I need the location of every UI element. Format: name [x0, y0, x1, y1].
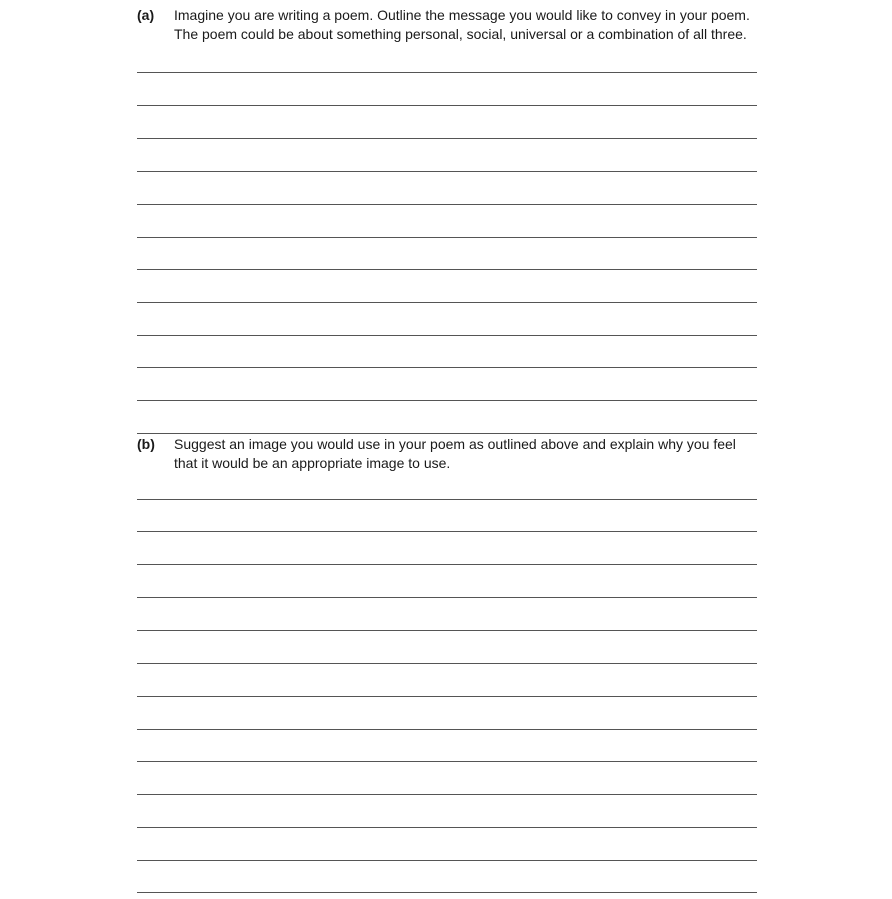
answer-line: [137, 138, 757, 139]
answer-line: [137, 171, 757, 172]
answer-line: [137, 597, 757, 598]
question-b-text-line-2: that it would be an appropriate image to use.: [174, 455, 451, 471]
answer-line: [137, 892, 757, 893]
question-a-label: (a): [137, 7, 155, 23]
answer-line: [137, 663, 757, 664]
answer-line: [137, 860, 757, 861]
question-b: [137, 435, 757, 473]
answer-line: [137, 335, 757, 336]
answer-line: [137, 564, 757, 565]
answer-line: [137, 794, 757, 795]
question-b-text-line-1: Suggest an image you would use in your poem as outlined above and explain why you feel: [174, 436, 736, 452]
answer-line: [137, 269, 757, 270]
answer-line: [137, 105, 757, 106]
answer-line: [137, 367, 757, 368]
answer-line: [137, 630, 757, 631]
answer-line: [137, 237, 757, 238]
question-b-text: [174, 435, 757, 473]
answer-line: [137, 531, 757, 532]
answer-line: [137, 696, 757, 697]
answer-line: [137, 400, 757, 401]
question-b-label: (b): [137, 436, 155, 452]
answer-line: [137, 761, 757, 762]
answer-line: [137, 72, 757, 73]
answer-line: [137, 729, 757, 730]
question-a-text-line-1: Imagine you are writing a poem. Outline the message you would like to convey in your poem.: [174, 7, 750, 23]
answer-line: [137, 827, 757, 828]
answer-line: [137, 302, 757, 303]
question-a-text-line-2: The poem could be about something personal, social, universal or a combination of all three.: [174, 26, 747, 42]
question-a-text: [174, 6, 757, 44]
question-a: [137, 6, 757, 44]
answer-line: [137, 433, 757, 434]
answer-line: [137, 204, 757, 205]
answer-line: [137, 499, 757, 500]
